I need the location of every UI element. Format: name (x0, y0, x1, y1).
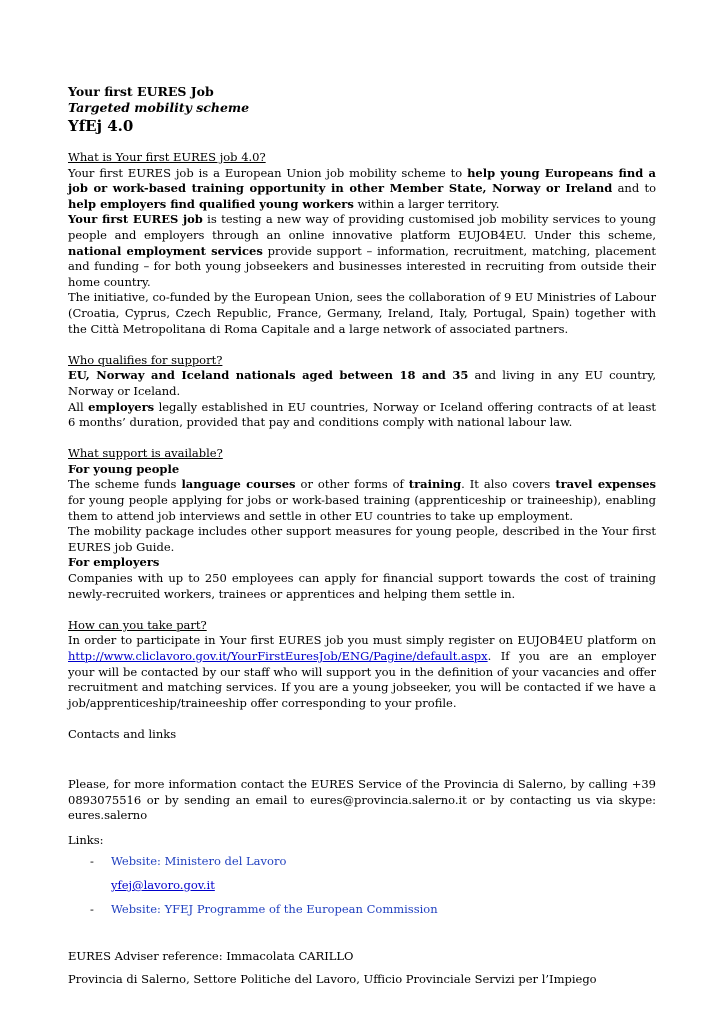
employers-paragraph: Companies with up to 250 employees can apply for financial support towards the cost of training newly-recruited workers, trainees or apprentices and helping them settle in. (68, 571, 656, 601)
young-paragraph-1: The scheme funds language courses or other forms of training. It also covers travel expenses for young people applying for jobs or work-based training (apprenticeship or traineeship), enabling them to attend job interviews and settle in other EU countries to take up employment. (68, 477, 656, 523)
list-item (68, 902, 656, 918)
section-heading-take-part: How can you take part? (68, 617, 207, 632)
links-label: Links: (68, 832, 104, 847)
what-paragraph-3: The initiative, co-funded by the European Union, sees the collaboration of 9 EU Ministries of Labour (Croatia, Cyprus, Czech Republic, France, Germany, Ireland, Italy, Portugal, Spain) together with the Città Metropolitana di Roma Capitale and a large network of associated partners. (68, 290, 656, 336)
take-part-paragraph: In order to participate in Your first EURES job you must simply register on EUJOB4EU platform on http://www.cliclavoro.gov.it/YourFirstEuresJob/ENG/Pagine/default.aspx. If you are an employer your will be contacted by our staff who will support you in the definition of your vacancies and offer recruitment and matching services. If you are a young jobseeker, you will be contacted if we have a job/apprenticeship/traineeship offer corresponding to your profile. (68, 633, 656, 710)
what-paragraph-2: Your first EURES job is testing a new way of providing customised job mobility services to young people and employers through an online innovative platform EUJOB4EU. Under this scheme, national employment services provide support – information, recruitment, matching, placement and funding – for both young jobseekers and businesses interested in recruiting from outside their home country. (68, 212, 657, 289)
contacts-heading: Contacts and links (68, 727, 177, 742)
adviser-reference: EURES Adviser reference: Immacolata CARILLO (68, 949, 354, 964)
list-item (68, 854, 656, 870)
list-item (68, 878, 656, 894)
list-dash: - (90, 854, 94, 869)
list-dash: - (90, 901, 94, 916)
who-paragraph-2: All employers legally established in EU countries, Norway or Iceland offering contracts of at least 6 months’ duration, provided that pay and conditions comply with national labour law. (68, 399, 656, 430)
employers-heading: For employers (68, 555, 160, 570)
what-paragraph-1: Your first EURES job is a European Union job mobility scheme to help young Europeans find a job or work-based training opportunity in other Member State, Norway or Ireland and to help employers find qualified young workers within a larger territory. (68, 165, 656, 211)
section-heading-who: Who qualifies for support? (68, 352, 223, 367)
doc-version: YfEj 4.0 (68, 117, 134, 135)
yfej-email-link[interactable]: yfej@lavoro.gov.it (111, 877, 215, 892)
section-heading-support: What support is available? (68, 446, 223, 461)
doc-subtitle: Targeted mobility scheme (68, 100, 250, 115)
document-page (68, 84, 656, 987)
doc-title: Your first EURES Job (68, 84, 214, 99)
yfej-programme-link[interactable]: Website: YFEJ Programme of the European Commission (111, 901, 438, 916)
cliclavoro-link[interactable]: http://www.cliclavoro.gov.it/YourFirstEuresJob/ENG/Pagine/default.aspx (68, 649, 488, 663)
young-people-heading: For young people (68, 461, 180, 476)
ministero-lavoro-link[interactable]: Website: Ministero del Lavoro (111, 854, 287, 869)
contacts-paragraph: Please, for more information contact the EURES Service of the Provincia di Salerno, by calling +39 0893075516 or by sending an email to eures@provincia.salerno.it or by contacting us via skype: eures.salerno (68, 776, 656, 823)
office-reference: Provincia di Salerno, Settore Politiche del Lavoro, Ufficio Provinciale Servizi per l’Impiego (68, 971, 597, 986)
section-heading-what: What is Your first EURES job 4.0? (68, 150, 266, 164)
links-list (68, 854, 656, 917)
who-paragraph-1: EU, Norway and Iceland nationals aged between 18 and 35 and living in any EU country, Norway or Iceland. (68, 368, 656, 398)
young-paragraph-2: The mobility package includes other support measures for young people, described in the Your first EURES job Guide. (68, 524, 656, 554)
